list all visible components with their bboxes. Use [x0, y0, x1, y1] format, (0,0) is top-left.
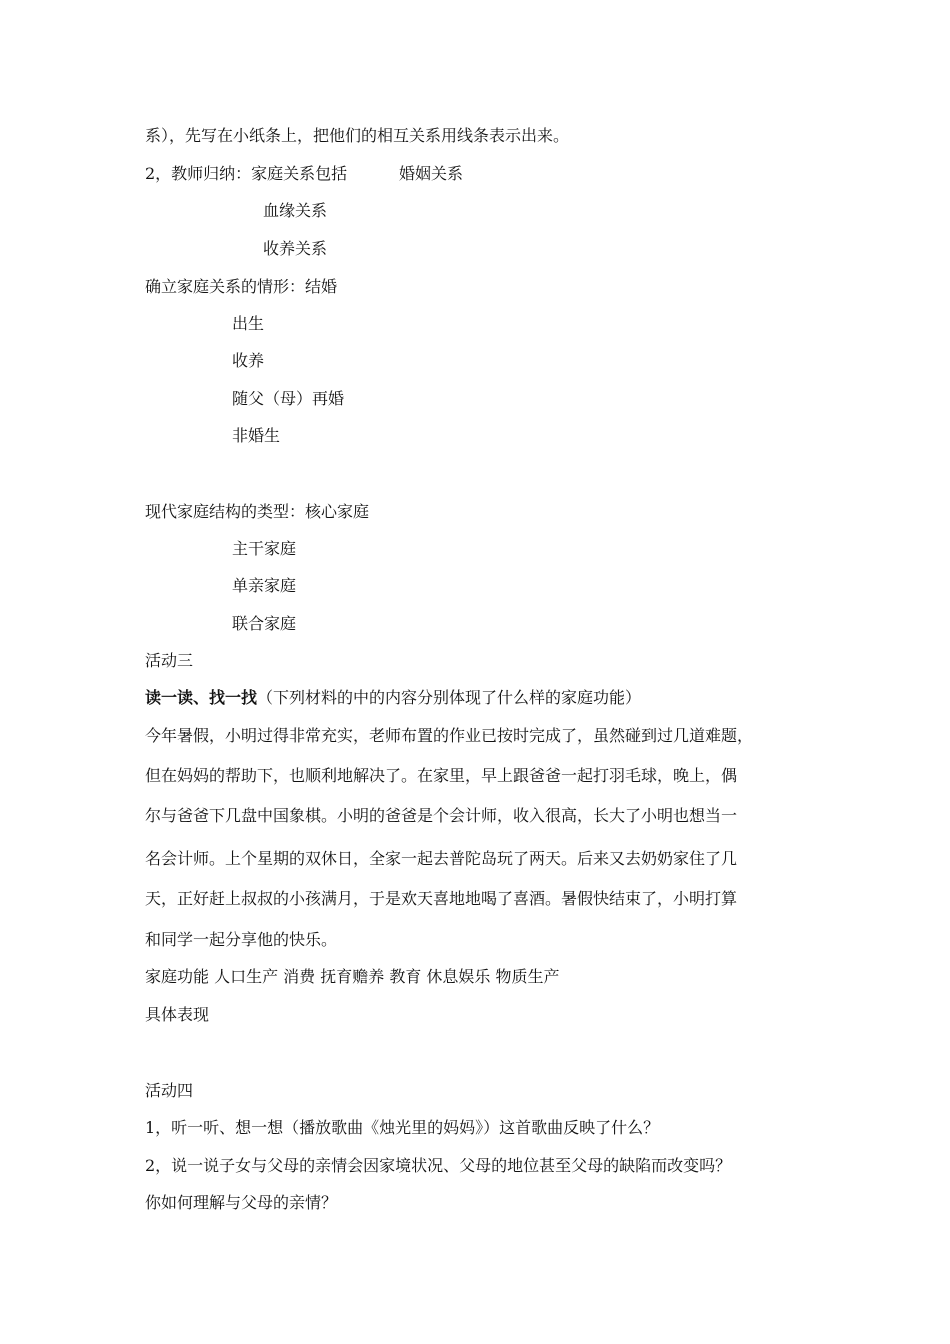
text-line: 确立家庭关系的情形：结婚 — [145, 277, 338, 296]
paragraph-line: 但在妈妈的帮助下，也顺利地解决了。在家里，早上跟爸爸一起打羽毛球，晚上，偶 — [145, 766, 738, 785]
text-line: 2，教师归纳：家庭关系包括 — [145, 164, 348, 183]
paragraph-line: 天，正好赶上叔叔的小孩满月，于是欢天喜地地喝了喜酒。暑假快结束了，小明打算 — [145, 889, 738, 908]
section-heading: 活动四 — [145, 1081, 194, 1100]
prompt-detail: （下列材料的中的内容分别体现了什么样的家庭功能） — [257, 688, 642, 707]
text-line: 单亲家庭 — [232, 576, 297, 595]
paragraph-line: 尔与爸爸下几盘中国象棋。小明的爸爸是个会计师，收入很高，长大了小明也想当一 — [145, 806, 738, 825]
text-line: 主干家庭 — [232, 539, 297, 558]
text-line: 现代家庭结构的类型：核心家庭 — [145, 502, 370, 521]
text-line: 系），先写在小纸条上，把他们的相互关系用线条表示出来。 — [145, 126, 570, 145]
text-line: 随父（母）再婚 — [232, 389, 345, 408]
text-line: 婚姻关系 — [399, 164, 464, 183]
bold-prompt: 读一读、找一找 — [145, 688, 258, 707]
text-line: 血缘关系 — [263, 201, 328, 220]
text-line: 联合家庭 — [232, 614, 297, 633]
activity-instruction — [145, 688, 641, 708]
text-line: 1，听一听、想一想（播放歌曲《烛光里的妈妈》）这首歌曲反映了什么？ — [145, 1118, 660, 1137]
text-line: 非婚生 — [232, 426, 281, 445]
text-line: 收养 — [232, 351, 265, 370]
text-line: 收养关系 — [263, 239, 328, 258]
text-line: 具体表现 — [145, 1005, 210, 1024]
section-heading: 活动三 — [145, 651, 194, 670]
paragraph-line: 和同学一起分享他的快乐。 — [145, 930, 338, 949]
text-line: 你如何理解与父母的亲情？ — [145, 1193, 338, 1212]
text-line: 家庭功能 人口生产 消费 抚育赡养 教育 休息娱乐 物质生产 — [145, 967, 560, 986]
paragraph-line: 名会计师。上个星期的双休日，全家一起去普陀岛玩了两天。后来又去奶奶家住了几 — [145, 849, 738, 868]
text-line: 2，说一说子女与父母的亲情会因家境状况、父母的地位甚至父母的缺陷而改变吗？ — [145, 1156, 732, 1175]
paragraph-line: 今年暑假，小明过得非常充实，老师布置的作业已按时完成了，虽然碰到过几道难题， — [145, 726, 754, 745]
text-line: 出生 — [232, 314, 265, 333]
